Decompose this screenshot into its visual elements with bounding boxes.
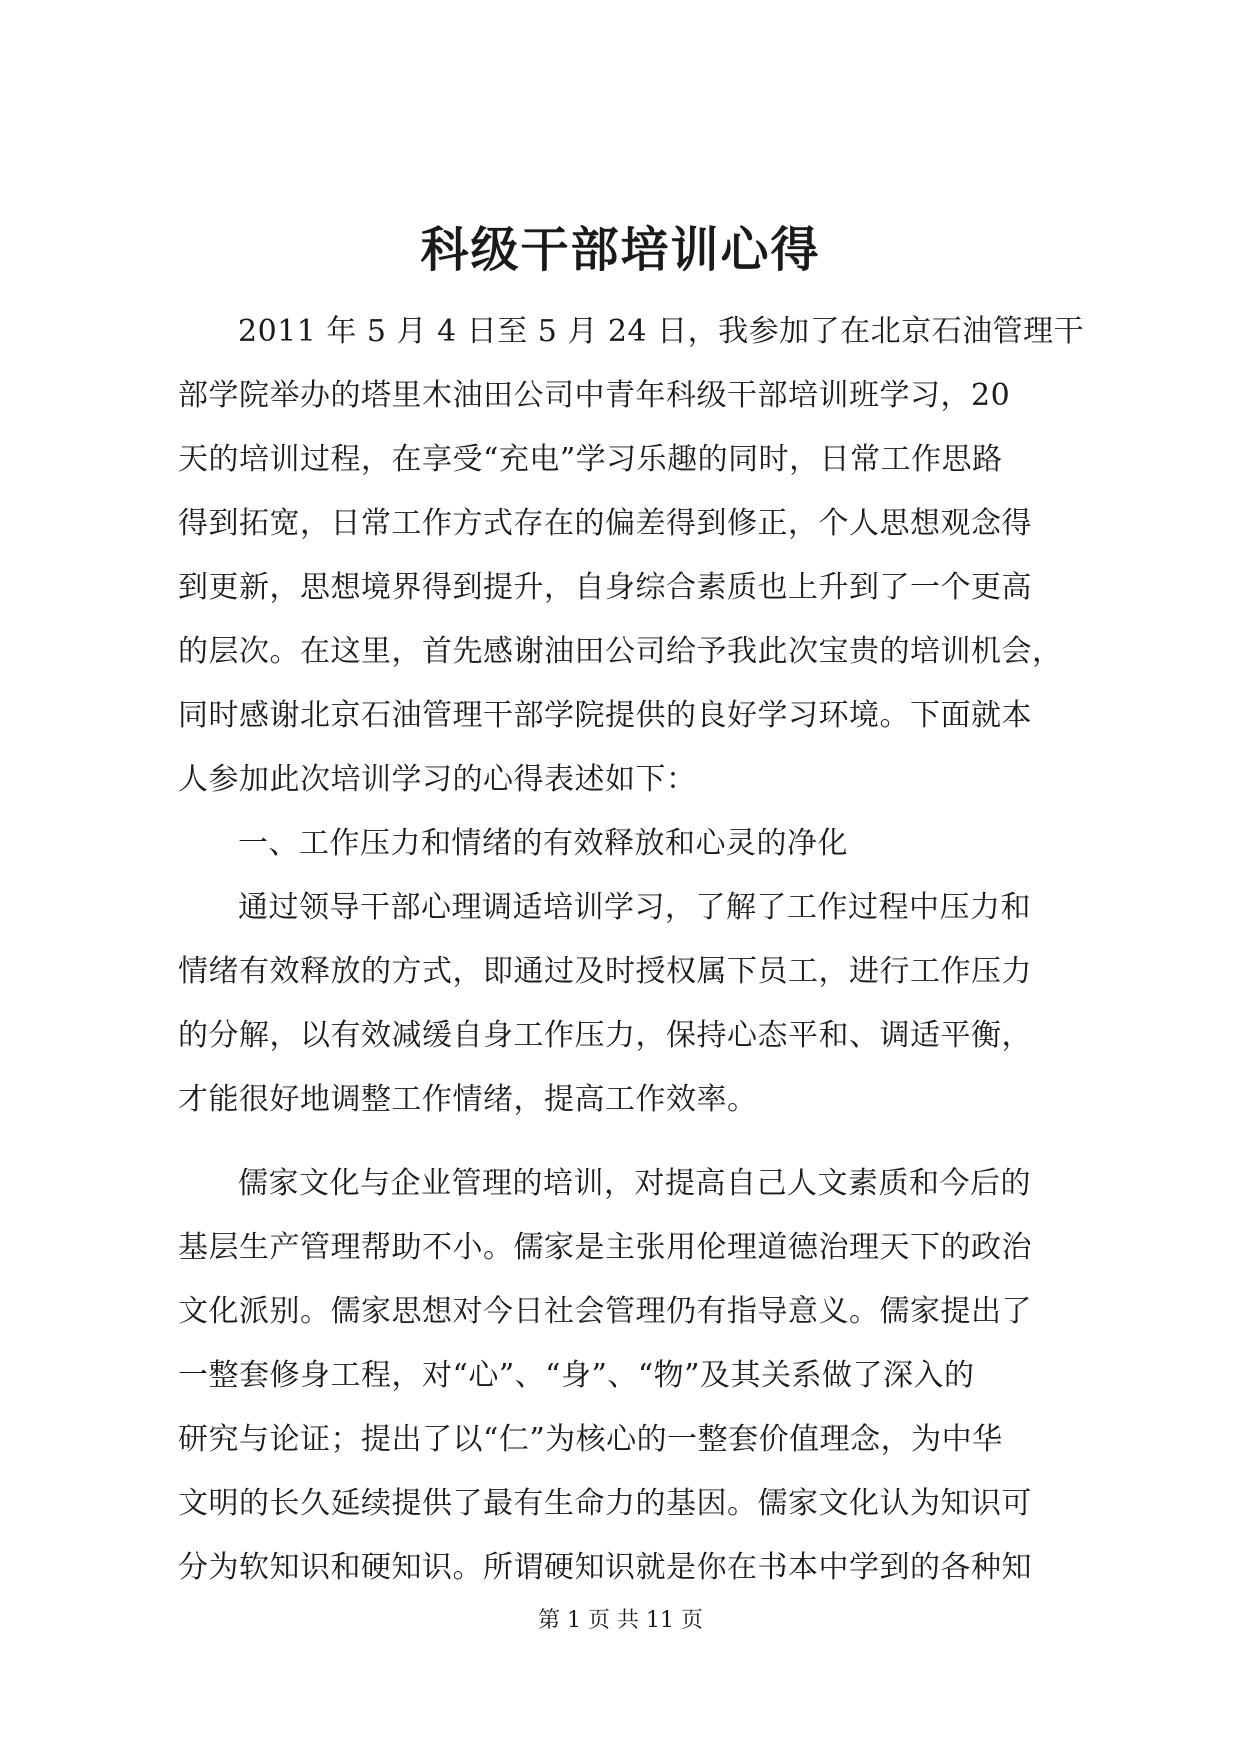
paragraph-line: 通过领导干部心理调适培训学习，了解了工作过程中压力和 — [238, 890, 1031, 925]
paragraph-line: 研究与论证；提出了以“仁”为核心的一整套价值理念，为中华 — [178, 1422, 1003, 1457]
paragraph-line: 天的培训过程，在享受“充电”学习乐趣的同时，日常工作思路 — [178, 442, 1003, 477]
paragraph-line: 人参加此次培训学习的心得表述如下： — [178, 762, 697, 797]
paragraph-line: 儒家文化与企业管理的培训，对提高自己人文素质和今后的 — [238, 1166, 1031, 1201]
section-heading: 一、工作压力和情绪的有效释放和心灵的净化 — [238, 826, 848, 861]
paragraph-line: 部学院举办的塔里木油田公司中青年科级干部培训班学习，20 — [178, 378, 1011, 413]
paragraph-gap — [178, 1132, 1078, 1152]
paragraph-line: 2011 年 5 月 4 日至 5 月 24 日，我参加了在北京石油管理干 — [238, 314, 1085, 349]
paragraph-line: 同时感谢北京石油管理干部学院提供的良好学习环境。下面就本 — [178, 698, 1032, 733]
paragraph-line: 到更新，思想境界得到提升，自身综合素质也上升到了一个更高 — [178, 570, 1032, 605]
paragraph-line: 文明的长久延续提供了最有生命力的基因。儒家文化认为知识可 — [178, 1486, 1032, 1521]
paragraph-line: 的分解，以有效减缓自身工作压力，保持心态平和、调适平衡， — [178, 1018, 1032, 1053]
paragraph-line: 的层次。在这里，首先感谢油田公司给予我此次宝贵的培训机会， — [178, 634, 1063, 669]
paragraph-line: 分为软知识和硬知识。所谓硬知识就是你在书本中学到的各种知 — [178, 1550, 1032, 1585]
paragraph-line: 基层生产管理帮助不小。儒家是主张用伦理道德治理天下的政治 — [178, 1230, 1032, 1265]
document-body — [178, 300, 1085, 1600]
page-number: 第 1 页 共 11 页 — [538, 1608, 703, 1633]
paragraph-line: 才能很好地调整工作情绪，提高工作效率。 — [178, 1082, 758, 1117]
document-title: 科级干部培训心得 — [420, 222, 821, 278]
paragraph-line: 文化派别。儒家思想对今日社会管理仍有指导意义。儒家提出了 — [178, 1294, 1032, 1329]
paragraph-line: 情绪有效释放的方式，即通过及时授权属下员工，进行工作压力 — [178, 954, 1032, 989]
paragraph-line: 得到拓宽，日常工作方式存在的偏差得到修正，个人思想观念得 — [178, 506, 1032, 541]
paragraph-line: 一整套修身工程，对“心”、“身”、“物”及其关系做了深入的 — [178, 1358, 975, 1393]
